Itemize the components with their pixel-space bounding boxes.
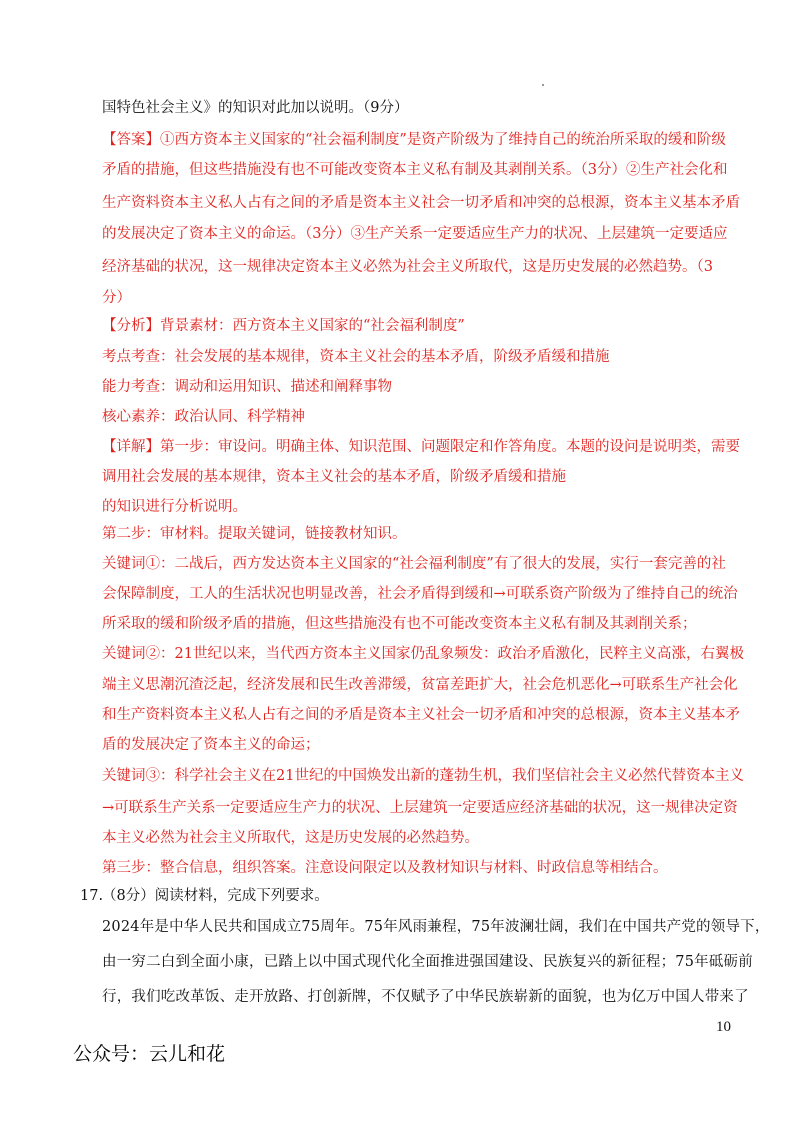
answer-line: 第三步：整合信息，组织答案。注意设问限定以及教材知识与材料、时政信息等相结合。 <box>102 860 668 876</box>
footer-account: 公众号：云儿和花 <box>73 1043 226 1065</box>
answer-line: 关键词①：二战后，西方发达资本主义国家的“社会福利制度”有了很大的发展，实行一套完善的社 <box>102 556 726 572</box>
answer-line: 关键词③：科学社会主义在21世纪的中国焕发出新的蓬勃生机，我们坚信社会主义必然代替资本主义 <box>102 768 744 784</box>
answer-line: 考点考查：社会发展的基本规律，资本主义社会的基本矛盾，阶级矛盾缓和措施 <box>102 349 610 365</box>
answer-line: 核心素养：政治认同、科学精神 <box>102 409 305 425</box>
material-line: 2024年是中华人民共和国成立75周年。75年风雨兼程，75年波澜壮阔，我们在中国共产党的领导下， <box>102 919 770 935</box>
answer-line: 和生产资料资本主义私人占有之间的矛盾是资本主义社会一切矛盾和冲突的总根源，资本主义基本矛 <box>102 707 740 723</box>
answer-line: 矛盾的措施，但这些措施没有也不可能改变资本主义私有制及其剥削关系。（3分）②生产社会化和 <box>102 162 728 178</box>
answer-line: 经济基础的状况，这一规律决定资本主义必然为社会主义所取代，这是历史发展的必然趋势。（3 <box>102 259 713 275</box>
answer-line: 端主义思潮沉渣泛起，经济发展和民生改善滞缓，贫富差距扩大，社会危机恶化→可联系生产社会化 <box>102 677 738 693</box>
answer-line: 本主义必然为社会主义所取代，这是历史发展的必然趋势。 <box>102 830 479 846</box>
answer-line: 【分析】背景素材：西方资本主义国家的“社会福利制度” <box>102 318 465 334</box>
question-number: 17. <box>80 888 104 904</box>
stray-mark <box>542 84 544 86</box>
question-tail-line: 国特色社会主义》的知识对此加以说明。（9分） <box>102 100 409 116</box>
answer-line: 第二步：审材料。提取关键词，链接教材知识。 <box>102 526 407 542</box>
answer-line: 的发展决定了资本主义的命运。（3分）③生产关系一定要适应生产力的状况、上层建筑一定要适应 <box>102 226 728 242</box>
answer-line: 分） <box>102 290 131 306</box>
answer-line: 会保障制度，工人的生活状况也明显改善，社会矛盾得到缓和→可联系资产阶级为了维持自己的统治 <box>102 586 738 602</box>
material-line: 由一穷二白到全面小康，已踏上以中国式现代化全面推进强国建设、民族复兴的新征程；75年砥砺前 <box>102 954 753 970</box>
answer-line: 能力考查：调动和运用知识、描述和阐释事物 <box>102 379 392 395</box>
answer-line: 【详解】第一步：审设问。明确主体、知识范围、问题限定和作答角度。本题的设问是说明类，需要 <box>102 439 740 455</box>
material-line: 行，我们吃改革饭、走开放路、打创新牌，不仅赋予了中华民族崭新的面貌，也为亿万中国人带来了 <box>102 989 749 1005</box>
answer-line: 所采取的缓和阶级矛盾的措施，但这些措施没有也不可能改变资本主义私有制及其剥削关系； <box>102 616 697 632</box>
answer-line: 调用社会发展的基本规律，资本主义社会的基本矛盾，阶级矛盾缓和措施 <box>102 469 566 485</box>
answer-line: 的知识进行分析说明。 <box>102 499 247 515</box>
answer-line: 生产资料资本主义私人占有之间的矛盾是资本主义社会一切矛盾和冲突的总根源，资本主义基本矛盾 <box>102 195 740 211</box>
question-prompt: （8分）阅读材料，完成下列要求。 <box>102 888 329 904</box>
answer-line: 关键词②：21世纪以来，当代西方资本主义国家仍乱象频发：政治矛盾激化，民粹主义高涨，右翼极 <box>102 646 744 662</box>
answer-line: 盾的发展决定了资本主义的命运； <box>102 737 320 753</box>
page-number: 10 <box>716 1019 731 1035</box>
answer-line: →可联系生产关系一定要适应生产力的状况、上层建筑一定要适应经济基础的状况，这一规律决定资 <box>102 800 738 816</box>
answer-line: 【答案】①西方资本主义国家的“社会福利制度”是资产阶级为了维持自己的统治所采取的缓和阶级 <box>102 132 726 148</box>
